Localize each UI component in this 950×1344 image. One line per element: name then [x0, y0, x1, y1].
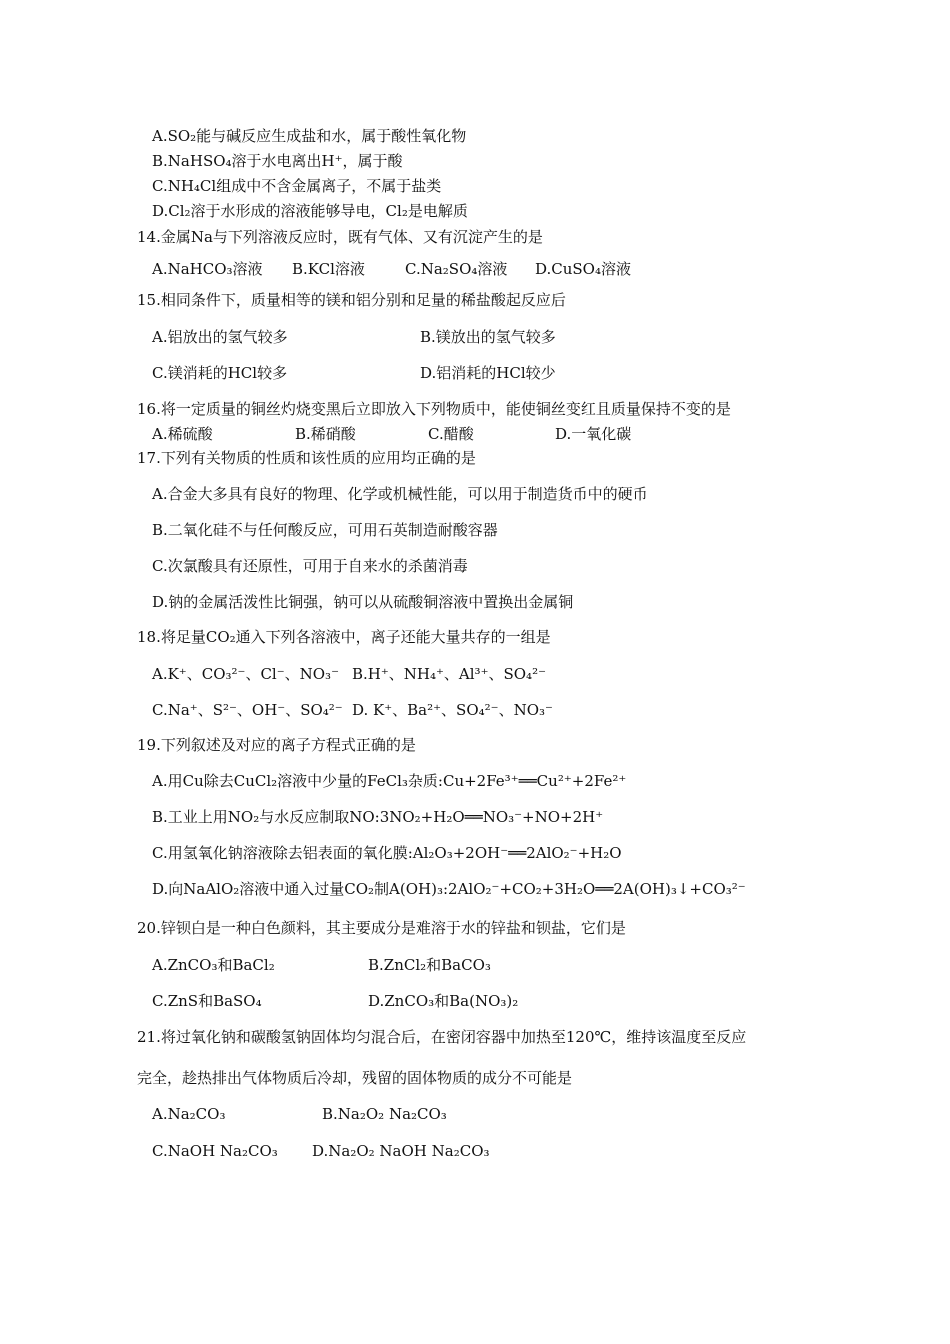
q17-option-c: C.次氯酸具有还原性，可用于自来水的杀菌消毒	[152, 557, 468, 575]
q21-option-a: A.Na₂CO₃	[152, 1105, 226, 1123]
q14-stem: 14.金属Na与下列溶液反应时，既有气体、又有沉淀产生的是	[137, 228, 543, 246]
q20-option-a: A.ZnCO₃和BaCl₂	[152, 956, 275, 974]
q21-option-d: D.Na₂O₂ NaOH Na₂CO₃	[312, 1142, 490, 1160]
q20-option-c: C.ZnS和BaSO₄	[152, 992, 262, 1010]
q18-stem: 18.将足量CO₂通入下列各溶液中，离子还能大量共存的一组是	[137, 628, 551, 646]
q19-option-a: A.用Cu除去CuCl₂溶液中少量的FeCl₃杂质:Cu+2Fe³⁺══Cu²⁺+2Fe²⁺	[152, 772, 627, 790]
q17-option-b: B.二氧化硅不与任何酸反应，可用石英制造耐酸容器	[152, 521, 498, 539]
q13-option-c: C.NH₄Cl组成中不含金属离子，不属于盐类	[152, 177, 442, 195]
q15-option-b: B.镁放出的氢气较多	[420, 328, 556, 346]
q15-option-d: D.铝消耗的HCl较少	[420, 364, 556, 382]
q16-stem: 16.将一定质量的铜丝灼烧变黑后立即放入下列物质中，能使铜丝变红且质量保持不变的是	[137, 400, 731, 418]
q18-option-b: B.H⁺、NH₄⁺、Al³⁺、SO₄²⁻	[352, 665, 547, 683]
q13-option-d: D.Cl₂溶于水形成的溶液能够导电，Cl₂是电解质	[152, 202, 468, 220]
q17-option-d: D.钠的金属活泼性比铜强，钠可以从硫酸铜溶液中置换出金属铜	[152, 593, 574, 611]
q16-option-a: A.稀硫酸	[152, 425, 213, 443]
q14-option-c: C.Na₂SO₄溶液	[405, 260, 508, 278]
q13-option-b: B.NaHSO₄溶于水电离出H⁺，属于酸	[152, 152, 403, 170]
q18-option-a: A.K⁺、CO₃²⁻、Cl⁻、NO₃⁻	[152, 665, 339, 683]
q18-option-c: C.Na⁺、S²⁻、OH⁻、SO₄²⁻	[152, 701, 343, 719]
q20-option-d: D.ZnCO₃和Ba(NO₃)₂	[368, 992, 519, 1010]
q16-option-d: D.一氧化碳	[555, 425, 632, 443]
q13-option-a: A.SO₂能与碱反应生成盐和水，属于酸性氧化物	[152, 127, 467, 145]
q21-option-c: C.NaOH Na₂CO₃	[152, 1142, 278, 1160]
q14-option-a: A.NaHCO₃溶液	[152, 260, 263, 278]
q14-option-b: B.KCl溶液	[292, 260, 365, 278]
q16-option-c: C.醋酸	[428, 425, 474, 443]
q14-option-d: D.CuSO₄溶液	[535, 260, 631, 278]
q17-option-a: A.合金大多具有良好的物理、化学或机械性能，可以用于制造货币中的硬币	[152, 485, 648, 503]
q19-option-b: B.工业上用NO₂与水反应制取NO:3NO₂+H₂O══NO₃⁻+NO+2H⁺	[152, 808, 604, 826]
q18-option-d: D. K⁺、Ba²⁺、SO₄²⁻、NO₃⁻	[352, 701, 553, 719]
q19-option-c: C.用氢氧化钠溶液除去铝表面的氧化膜:Al₂O₃+2OH⁻══2AlO₂⁻+H₂O	[152, 844, 622, 862]
q19-stem: 19.下列叙述及对应的离子方程式正确的是	[137, 736, 416, 754]
q16-option-b: B.稀硝酸	[295, 425, 356, 443]
q21-option-b: B.Na₂O₂ Na₂CO₃	[322, 1105, 447, 1123]
q15-option-a: A.铝放出的氢气较多	[152, 328, 288, 346]
q19-option-d: D.向NaAlO₂溶液中通入过量CO₂制A(OH)₃:2AlO₂⁻+CO₂+3H₂O══2A(OH)₃↓+CO₃²⁻	[152, 880, 746, 898]
q20-option-b: B.ZnCl₂和BaCO₃	[368, 956, 491, 974]
q15-option-c: C.镁消耗的HCl较多	[152, 364, 288, 382]
q20-stem: 20.锌钡白是一种白色颜料，其主要成分是难溶于水的锌盐和钡盐，它们是	[137, 919, 626, 937]
q21-stem-line2: 完全，趁热排出气体物质后冷却，残留的固体物质的成分不可能是	[137, 1069, 573, 1087]
q21-stem-line1: 21.将过氧化钠和碳酸氢钠固体均匀混合后，在密闭容器中加热至120℃，维持该温度至反应	[137, 1028, 747, 1046]
q15-stem: 15.相同条件下，质量相等的镁和铝分别和足量的稀盐酸起反应后	[137, 291, 566, 309]
q17-stem: 17.下列有关物质的性质和该性质的应用均正确的是	[137, 449, 476, 467]
